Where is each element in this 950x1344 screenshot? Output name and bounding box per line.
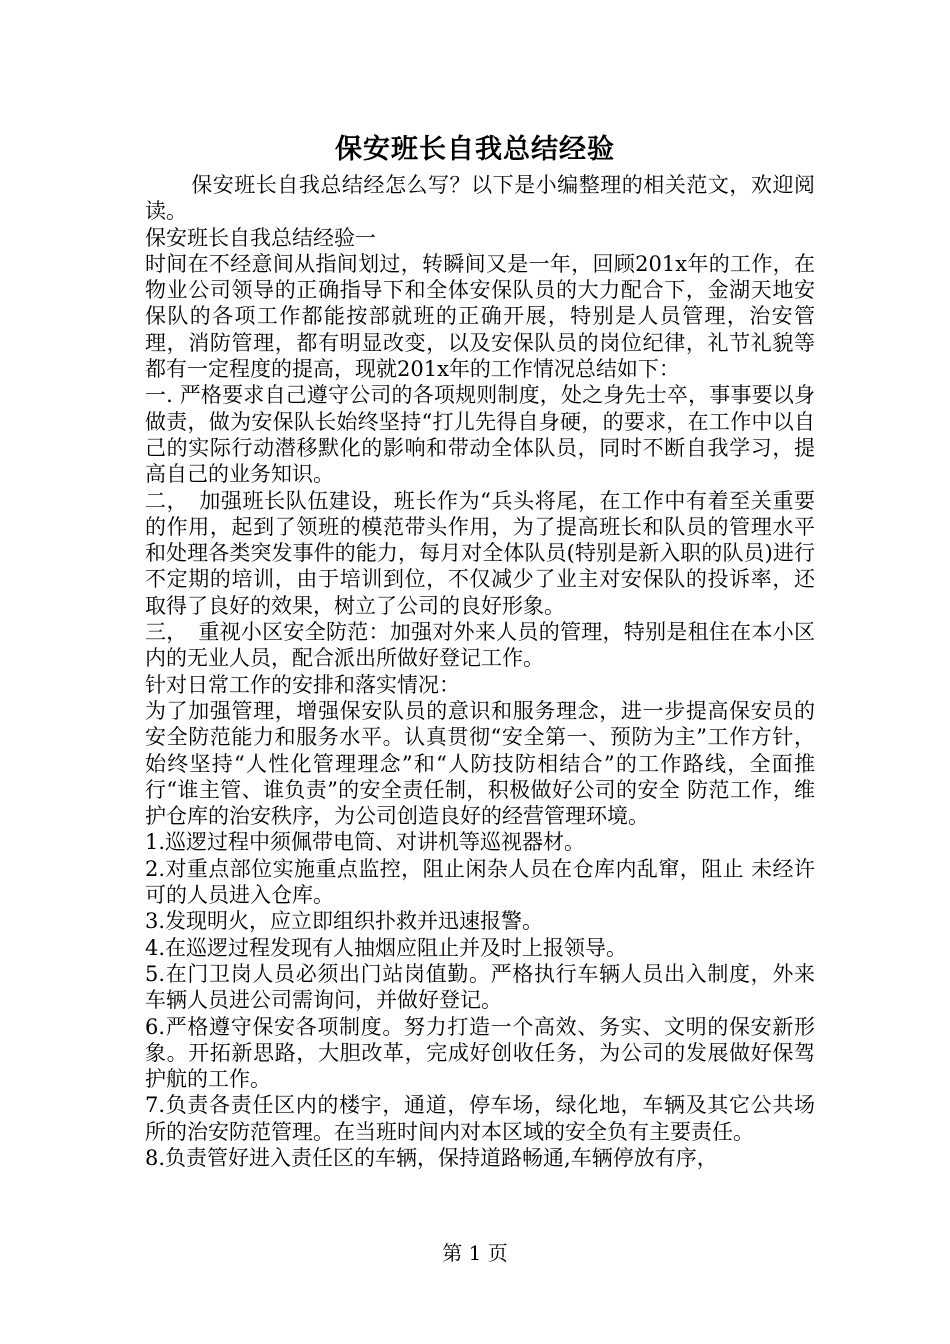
list-item: 3.发现明火，应立即组织扑救并迅速报警。 xyxy=(145,909,544,934)
list-item: 8.负责管好进入责任区的车辆，保持道路畅通,车辆停放有序， xyxy=(145,1145,718,1170)
body-paragraph: 三， 重视小区安全防范：加强对外来人员的管理，特别是租住在本小区内的无业人员，配合派出所做好登记工作。 xyxy=(145,620,815,671)
subheading: 针对日常工作的安排和落实情况： xyxy=(145,672,460,697)
page-number: 第 1 页 xyxy=(442,1241,508,1265)
list-item: 6.严格遵守保安各项制度。努力打造一个高效、务实、文明的保安新形象。开拓新思路，大胆改革，完成好创收任务，为公司的发展做好保驾护航的工作。 xyxy=(145,1014,815,1092)
section-heading: 保安班长自我总结经验一 xyxy=(145,225,376,250)
body-paragraph: 为了加强管理，增强保安队员的意识和服务理念，进一步提高保安员的安全防范能力和服务水平。认真贯彻“安全第一、预防为主”工作方针，始终坚持“人性化管理理念”和“人防技防相结合”的工作路线，全面推行“谁主管、谁负责”的安全责任制，积极做好公司的安全 防范工作，维护仓库的治安秩序，为公司创造良好的经营管理环境。 xyxy=(145,698,815,829)
list-item: 5.在门卫岗人员必须出门站岗值勤。严格执行车辆人员出入制度，外来车辆人员进公司需询问，并做好登记。 xyxy=(145,961,815,1013)
list-item: 4.在巡逻过程发现有人抽烟应阻止并及时上报领导。 xyxy=(145,935,628,960)
list-item: 1.巡逻过程中须佩带电筒、对讲机等巡视器材。 xyxy=(145,830,586,855)
list-item: 2.对重点部位实施重点监控，阻止闲杂人员在仓库内乱窜，阻止 未经许可的人员进入仓库。 xyxy=(145,856,815,908)
document-title: 保安班长自我总结经验 xyxy=(335,134,615,165)
list-item: 7.负责各责任区内的楼宇，通道，停车场，绿化地，车辆及其它公共场所的治安防范管理。在当班时间内对本区域的安全负有主要责任。 xyxy=(145,1093,815,1144)
body-paragraph: 二， 加强班长队伍建设，班长作为“兵头将尾，在工作中有着至关重要的作用，起到了领班的模范带头作用，为了提高班长和队员的管理水平和处理各类突发事件的能力，每月对全体队员(特别是新入职的队员)进行不定期的培训，由于培训到位，不仅减少了业主对安保队的投诉率，还取得了良好的效果，树立了公司的良好形象。 xyxy=(145,488,815,618)
body-paragraph: 一. 严格要求自己遵守公司的各项规则制度，处之身先士卒，事事要以身做责，做为安保队长始终坚持“打儿先得自身硬，的要求，在工作中以自己的实际行动潜移默化的影响和带动全体队员，同时不断自我学习，提高自己的业务知识。 xyxy=(145,383,815,487)
intro-paragraph: 保安班长自我总结经怎么写？以下是小编整理的相关范文，欢迎阅读。 xyxy=(145,173,815,224)
body-paragraph: 时间在不经意间从指间划过，转瞬间又是一年，回顾201x年的工作，在物业公司领导的正确指导下和全体安保队员的大力配合下，金湖天地安保队的各项工作都能按部就班的正确开展，特别是人员管理，治安管理，消防管理，都有明显改变，以及安保队员的岗位纪律，礼节礼貌等都有一定程度的提高，现就201x年的工作情况总结如下： xyxy=(145,251,815,382)
document-body xyxy=(145,172,815,1171)
